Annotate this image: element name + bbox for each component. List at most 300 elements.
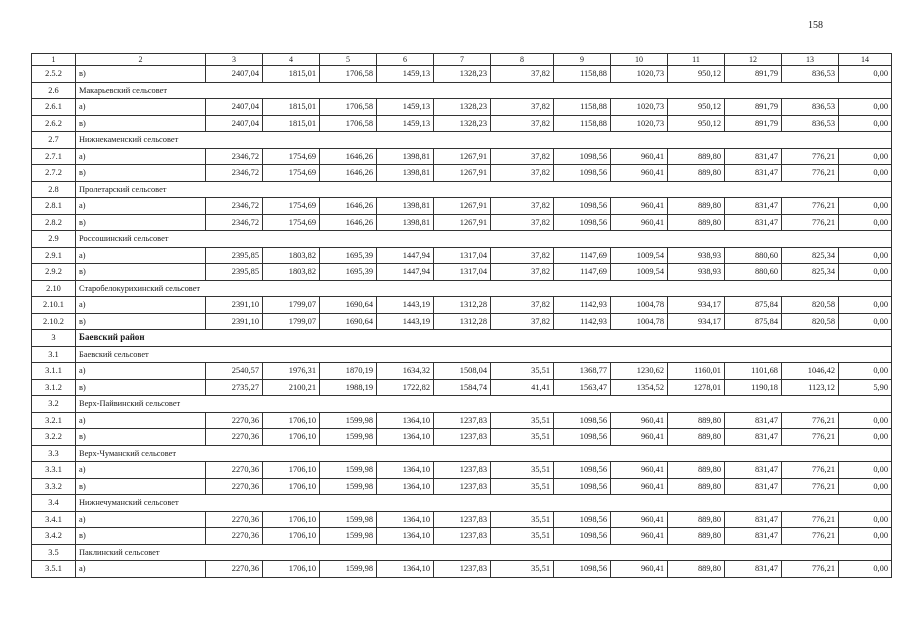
value-cell: 1354,52 <box>611 379 668 396</box>
column-number: 7 <box>434 54 491 66</box>
value-cell: 889,80 <box>668 511 725 528</box>
value-cell: 1754,69 <box>263 214 320 231</box>
value-cell: 1328,23 <box>434 66 491 83</box>
row-label: а) <box>76 247 206 264</box>
value-cell: 1815,01 <box>263 66 320 83</box>
value-cell: 776,21 <box>782 165 839 182</box>
value-cell: 1020,73 <box>611 115 668 132</box>
value-cell: 836,53 <box>782 66 839 83</box>
value-cell: 1599,98 <box>320 478 377 495</box>
value-cell: 35,51 <box>491 363 554 380</box>
group-header-row <box>32 396 892 413</box>
row-code: 2.6 <box>32 82 76 99</box>
row-code: 3.4.1 <box>32 511 76 528</box>
value-cell: 836,53 <box>782 115 839 132</box>
row-code: 3.2.2 <box>32 429 76 446</box>
value-cell: 1364,10 <box>377 429 434 446</box>
value-cell: 1815,01 <box>263 99 320 116</box>
value-cell: 1158,88 <box>554 99 611 116</box>
value-cell: 1443,19 <box>377 313 434 330</box>
column-number: 6 <box>377 54 434 66</box>
row-code: 3.5 <box>32 544 76 561</box>
settlement-title: Пролетарский сельсовет <box>76 181 892 198</box>
value-cell: 1870,19 <box>320 363 377 380</box>
value-cell: 0,00 <box>839 561 892 578</box>
value-cell: 1706,10 <box>263 511 320 528</box>
value-cell: 820,58 <box>782 297 839 314</box>
value-cell: 2735,27 <box>206 379 263 396</box>
value-cell: 889,80 <box>668 462 725 479</box>
value-cell: 0,00 <box>839 198 892 215</box>
value-cell: 1147,69 <box>554 264 611 281</box>
value-cell: 37,82 <box>491 198 554 215</box>
value-cell: 0,00 <box>839 297 892 314</box>
value-cell: 35,51 <box>491 511 554 528</box>
value-cell: 2346,72 <box>206 165 263 182</box>
value-cell: 1584,74 <box>434 379 491 396</box>
value-cell: 1237,83 <box>434 528 491 545</box>
row-code: 2.5.2 <box>32 66 76 83</box>
value-cell: 776,21 <box>782 511 839 528</box>
value-cell: 2270,36 <box>206 429 263 446</box>
value-cell: 1799,07 <box>263 297 320 314</box>
value-cell: 35,51 <box>491 412 554 429</box>
page-number: 158 <box>808 20 823 31</box>
row-label: в) <box>76 115 206 132</box>
row-code: 2.10.2 <box>32 313 76 330</box>
value-cell: 1690,64 <box>320 297 377 314</box>
table-row <box>32 412 892 429</box>
column-number: 13 <box>782 54 839 66</box>
value-cell: 37,82 <box>491 313 554 330</box>
value-cell: 1098,56 <box>554 214 611 231</box>
row-label: в) <box>76 379 206 396</box>
value-cell: 1706,10 <box>263 561 320 578</box>
row-code: 2.7.2 <box>32 165 76 182</box>
value-cell: 960,41 <box>611 511 668 528</box>
value-cell: 1142,93 <box>554 297 611 314</box>
value-cell: 1690,64 <box>320 313 377 330</box>
row-label: а) <box>76 511 206 528</box>
value-cell: 1098,56 <box>554 478 611 495</box>
value-cell: 776,21 <box>782 528 839 545</box>
value-cell: 960,41 <box>611 561 668 578</box>
value-cell: 1278,01 <box>668 379 725 396</box>
value-cell: 1599,98 <box>320 511 377 528</box>
value-cell: 1020,73 <box>611 99 668 116</box>
settlement-title: Старобелокурихинский сельсовет <box>76 280 892 297</box>
value-cell: 0,00 <box>839 115 892 132</box>
value-cell: 2407,04 <box>206 66 263 83</box>
value-cell: 831,47 <box>725 462 782 479</box>
value-cell: 0,00 <box>839 99 892 116</box>
row-label: а) <box>76 198 206 215</box>
value-cell: 776,21 <box>782 429 839 446</box>
value-cell: 934,17 <box>668 297 725 314</box>
row-label: в) <box>76 429 206 446</box>
value-cell: 0,00 <box>839 363 892 380</box>
value-cell: 0,00 <box>839 313 892 330</box>
value-cell: 1190,18 <box>725 379 782 396</box>
value-cell: 37,82 <box>491 115 554 132</box>
value-cell: 2346,72 <box>206 148 263 165</box>
value-cell: 1267,91 <box>434 148 491 165</box>
value-cell: 1142,93 <box>554 313 611 330</box>
value-cell: 1364,10 <box>377 561 434 578</box>
value-cell: 1101,68 <box>725 363 782 380</box>
value-cell: 831,47 <box>725 478 782 495</box>
value-cell: 1706,10 <box>263 429 320 446</box>
value-cell: 1799,07 <box>263 313 320 330</box>
value-cell: 889,80 <box>668 148 725 165</box>
value-cell: 1706,58 <box>320 115 377 132</box>
value-cell: 1098,56 <box>554 561 611 578</box>
table-body <box>32 54 892 578</box>
table-row <box>32 561 892 578</box>
value-cell: 1004,78 <box>611 313 668 330</box>
value-cell: 1237,83 <box>434 412 491 429</box>
value-cell: 1009,54 <box>611 247 668 264</box>
value-cell: 825,34 <box>782 264 839 281</box>
value-cell: 2391,10 <box>206 297 263 314</box>
value-cell: 1634,32 <box>377 363 434 380</box>
group-header-row <box>32 495 892 512</box>
value-cell: 1098,56 <box>554 165 611 182</box>
value-cell: 960,41 <box>611 148 668 165</box>
column-number: 8 <box>491 54 554 66</box>
row-code: 3.2 <box>32 396 76 413</box>
value-cell: 41,41 <box>491 379 554 396</box>
column-number-row <box>32 54 892 66</box>
value-cell: 938,93 <box>668 247 725 264</box>
value-cell: 1646,26 <box>320 198 377 215</box>
value-cell: 1098,56 <box>554 148 611 165</box>
value-cell: 1706,10 <box>263 528 320 545</box>
value-cell: 35,51 <box>491 528 554 545</box>
value-cell: 836,53 <box>782 99 839 116</box>
column-number: 9 <box>554 54 611 66</box>
row-label: а) <box>76 148 206 165</box>
value-cell: 1098,56 <box>554 511 611 528</box>
value-cell: 875,84 <box>725 313 782 330</box>
value-cell: 950,12 <box>668 115 725 132</box>
value-cell: 1695,39 <box>320 247 377 264</box>
value-cell: 1317,04 <box>434 264 491 281</box>
value-cell: 1646,26 <box>320 214 377 231</box>
value-cell: 960,41 <box>611 214 668 231</box>
settlement-title: Россошинский сельсовет <box>76 231 892 248</box>
value-cell: 1230,62 <box>611 363 668 380</box>
column-number: 3 <box>206 54 263 66</box>
row-label: а) <box>76 462 206 479</box>
value-cell: 0,00 <box>839 214 892 231</box>
column-number: 5 <box>320 54 377 66</box>
settlement-title: Верх-Чуманский сельсовет <box>76 445 892 462</box>
value-cell: 1398,81 <box>377 214 434 231</box>
value-cell: 831,47 <box>725 511 782 528</box>
value-cell: 1459,13 <box>377 115 434 132</box>
value-cell: 1267,91 <box>434 214 491 231</box>
settlement-title: Макарьевский сельсовет <box>76 82 892 99</box>
district-title: Баевский район <box>76 330 892 347</box>
value-cell: 1447,94 <box>377 247 434 264</box>
value-cell: 889,80 <box>668 561 725 578</box>
settlement-title: Нижнекаменский сельсовет <box>76 132 892 149</box>
value-cell: 2270,36 <box>206 528 263 545</box>
table-row <box>32 115 892 132</box>
value-cell: 1815,01 <box>263 115 320 132</box>
row-code: 2.7.1 <box>32 148 76 165</box>
group-header-row <box>32 346 892 363</box>
value-cell: 37,82 <box>491 264 554 281</box>
column-number: 1 <box>32 54 76 66</box>
table-row <box>32 429 892 446</box>
value-cell: 1237,83 <box>434 561 491 578</box>
value-cell: 1098,56 <box>554 198 611 215</box>
value-cell: 1599,98 <box>320 462 377 479</box>
value-cell: 831,47 <box>725 198 782 215</box>
value-cell: 1695,39 <box>320 264 377 281</box>
value-cell: 0,00 <box>839 412 892 429</box>
row-code: 3 <box>32 330 76 347</box>
row-code: 3.4.2 <box>32 528 76 545</box>
table-row <box>32 462 892 479</box>
value-cell: 875,84 <box>725 297 782 314</box>
table-row <box>32 528 892 545</box>
value-cell: 1398,81 <box>377 148 434 165</box>
row-code: 2.9.2 <box>32 264 76 281</box>
row-code: 2.6.2 <box>32 115 76 132</box>
value-cell: 1459,13 <box>377 66 434 83</box>
table-row <box>32 511 892 528</box>
value-cell: 1364,10 <box>377 478 434 495</box>
value-cell: 960,41 <box>611 165 668 182</box>
value-cell: 2270,36 <box>206 478 263 495</box>
row-code: 3.5.1 <box>32 561 76 578</box>
value-cell: 950,12 <box>668 66 725 83</box>
value-cell: 1158,88 <box>554 115 611 132</box>
row-code: 2.10 <box>32 280 76 297</box>
row-code: 3.1.1 <box>32 363 76 380</box>
value-cell: 1267,91 <box>434 198 491 215</box>
value-cell: 1147,69 <box>554 247 611 264</box>
value-cell: 2270,36 <box>206 412 263 429</box>
value-cell: 776,21 <box>782 148 839 165</box>
value-cell: 1398,81 <box>377 198 434 215</box>
table-row <box>32 264 892 281</box>
value-cell: 889,80 <box>668 214 725 231</box>
value-cell: 1312,28 <box>434 313 491 330</box>
value-cell: 891,79 <box>725 99 782 116</box>
value-cell: 1398,81 <box>377 165 434 182</box>
value-cell: 0,00 <box>839 478 892 495</box>
value-cell: 0,00 <box>839 511 892 528</box>
value-cell: 1646,26 <box>320 148 377 165</box>
value-cell: 2270,36 <box>206 511 263 528</box>
value-cell: 2395,85 <box>206 247 263 264</box>
table-row <box>32 214 892 231</box>
value-cell: 891,79 <box>725 66 782 83</box>
value-cell: 2391,10 <box>206 313 263 330</box>
value-cell: 1237,83 <box>434 462 491 479</box>
value-cell: 1803,82 <box>263 247 320 264</box>
value-cell: 1312,28 <box>434 297 491 314</box>
value-cell: 1237,83 <box>434 478 491 495</box>
value-cell: 889,80 <box>668 478 725 495</box>
value-cell: 0,00 <box>839 462 892 479</box>
value-cell: 1563,47 <box>554 379 611 396</box>
value-cell: 889,80 <box>668 165 725 182</box>
settlement-title: Баевский сельсовет <box>76 346 892 363</box>
value-cell: 831,47 <box>725 561 782 578</box>
value-cell: 820,58 <box>782 313 839 330</box>
value-cell: 1098,56 <box>554 462 611 479</box>
value-cell: 880,60 <box>725 264 782 281</box>
row-code: 3.4 <box>32 495 76 512</box>
row-code: 3.1.2 <box>32 379 76 396</box>
value-cell: 889,80 <box>668 412 725 429</box>
value-cell: 831,47 <box>725 429 782 446</box>
value-cell: 35,51 <box>491 478 554 495</box>
column-number: 2 <box>76 54 206 66</box>
value-cell: 950,12 <box>668 99 725 116</box>
value-cell: 1004,78 <box>611 297 668 314</box>
value-cell: 776,21 <box>782 478 839 495</box>
row-code: 3.3.2 <box>32 478 76 495</box>
table-row <box>32 478 892 495</box>
value-cell: 1599,98 <box>320 412 377 429</box>
value-cell: 1706,10 <box>263 412 320 429</box>
value-cell: 1237,83 <box>434 429 491 446</box>
value-cell: 960,41 <box>611 478 668 495</box>
value-cell: 2346,72 <box>206 214 263 231</box>
row-label: а) <box>76 297 206 314</box>
value-cell: 1722,82 <box>377 379 434 396</box>
value-cell: 35,51 <box>491 462 554 479</box>
settlement-title: Нижнечуманский сельсовет <box>76 495 892 512</box>
value-cell: 1706,58 <box>320 66 377 83</box>
value-cell: 960,41 <box>611 528 668 545</box>
value-cell: 1754,69 <box>263 165 320 182</box>
value-cell: 1599,98 <box>320 561 377 578</box>
table-row <box>32 247 892 264</box>
value-cell: 831,47 <box>725 165 782 182</box>
row-code: 2.7 <box>32 132 76 149</box>
value-cell: 889,80 <box>668 429 725 446</box>
group-header-row <box>32 132 892 149</box>
value-cell: 1988,19 <box>320 379 377 396</box>
value-cell: 831,47 <box>725 214 782 231</box>
value-cell: 1443,19 <box>377 297 434 314</box>
value-cell: 1754,69 <box>263 148 320 165</box>
value-cell: 0,00 <box>839 148 892 165</box>
value-cell: 776,21 <box>782 462 839 479</box>
group-header-row <box>32 231 892 248</box>
value-cell: 1020,73 <box>611 66 668 83</box>
row-code: 3.3 <box>32 445 76 462</box>
value-cell: 1706,58 <box>320 99 377 116</box>
value-cell: 1328,23 <box>434 115 491 132</box>
value-cell: 960,41 <box>611 429 668 446</box>
value-cell: 889,80 <box>668 528 725 545</box>
value-cell: 0,00 <box>839 165 892 182</box>
value-cell: 1237,83 <box>434 511 491 528</box>
value-cell: 37,82 <box>491 297 554 314</box>
value-cell: 2270,36 <box>206 462 263 479</box>
table-row <box>32 99 892 116</box>
value-cell: 1447,94 <box>377 264 434 281</box>
row-code: 2.8.2 <box>32 214 76 231</box>
value-cell: 1803,82 <box>263 264 320 281</box>
value-cell: 889,80 <box>668 198 725 215</box>
table-row <box>32 379 892 396</box>
column-number: 4 <box>263 54 320 66</box>
value-cell: 0,00 <box>839 528 892 545</box>
value-cell: 825,34 <box>782 247 839 264</box>
value-cell: 831,47 <box>725 412 782 429</box>
value-cell: 1158,88 <box>554 66 611 83</box>
value-cell: 2346,72 <box>206 198 263 215</box>
value-cell: 1317,04 <box>434 247 491 264</box>
column-number: 10 <box>611 54 668 66</box>
row-code: 2.9 <box>32 231 76 248</box>
row-label: в) <box>76 165 206 182</box>
value-cell: 1364,10 <box>377 462 434 479</box>
value-cell: 2407,04 <box>206 99 263 116</box>
value-cell: 1976,31 <box>263 363 320 380</box>
settlement-title: Верх-Пайвинский сельсовет <box>76 396 892 413</box>
group-header-row <box>32 445 892 462</box>
tariff-table <box>31 53 892 578</box>
row-label: в) <box>76 264 206 281</box>
value-cell: 0,00 <box>839 429 892 446</box>
value-cell: 1098,56 <box>554 412 611 429</box>
group-header-row <box>32 82 892 99</box>
value-cell: 1123,12 <box>782 379 839 396</box>
value-cell: 37,82 <box>491 148 554 165</box>
value-cell: 938,93 <box>668 264 725 281</box>
group-header-row <box>32 544 892 561</box>
value-cell: 37,82 <box>491 99 554 116</box>
value-cell: 776,21 <box>782 214 839 231</box>
settlement-title: Паклинский сельсовет <box>76 544 892 561</box>
value-cell: 1364,10 <box>377 511 434 528</box>
row-code: 2.8.1 <box>32 198 76 215</box>
value-cell: 35,51 <box>491 429 554 446</box>
value-cell: 776,21 <box>782 198 839 215</box>
table-row <box>32 165 892 182</box>
value-cell: 1267,91 <box>434 165 491 182</box>
value-cell: 1599,98 <box>320 429 377 446</box>
value-cell: 891,79 <box>725 115 782 132</box>
section-header-row <box>32 330 892 347</box>
value-cell: 1009,54 <box>611 264 668 281</box>
group-header-row <box>32 280 892 297</box>
value-cell: 880,60 <box>725 247 782 264</box>
value-cell: 37,82 <box>491 165 554 182</box>
value-cell: 776,21 <box>782 412 839 429</box>
table-row <box>32 148 892 165</box>
value-cell: 5,90 <box>839 379 892 396</box>
row-code: 3.1 <box>32 346 76 363</box>
row-code: 2.6.1 <box>32 99 76 116</box>
value-cell: 1646,26 <box>320 165 377 182</box>
row-label: в) <box>76 528 206 545</box>
value-cell: 37,82 <box>491 66 554 83</box>
value-cell: 0,00 <box>839 247 892 264</box>
row-code: 2.8 <box>32 181 76 198</box>
column-number: 12 <box>725 54 782 66</box>
